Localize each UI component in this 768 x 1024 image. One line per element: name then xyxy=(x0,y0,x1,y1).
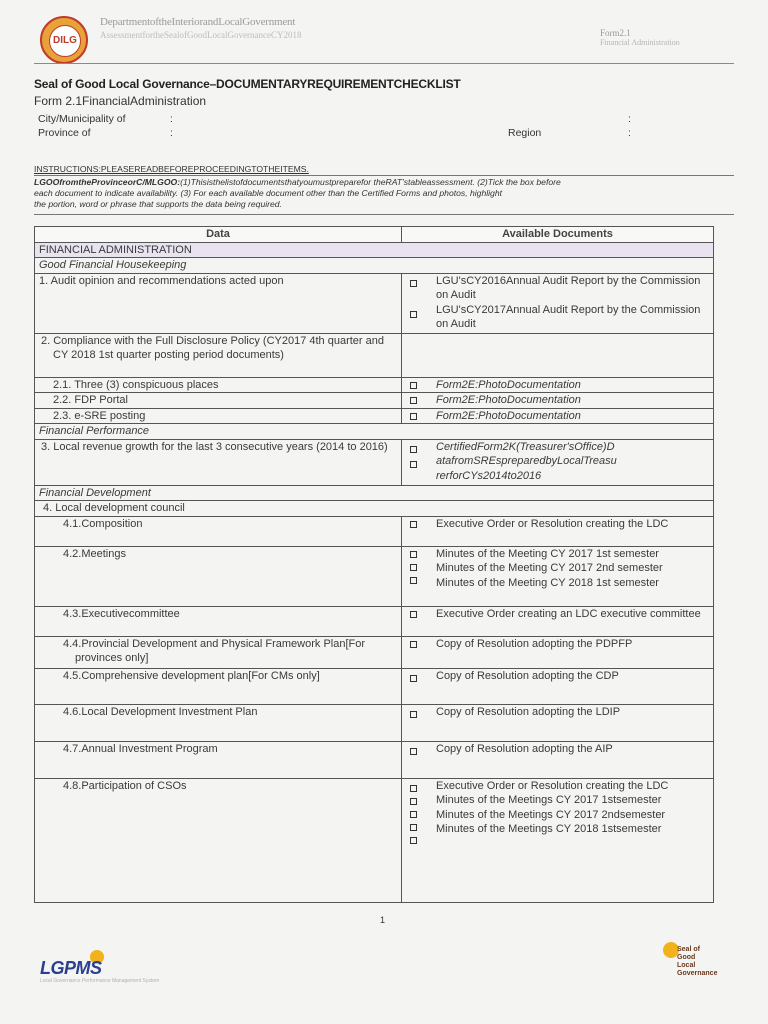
row-4-2-doc-1: Minutes of the Meeting CY 2017 1st semester xyxy=(436,547,659,560)
checkbox-r4-8-3[interactable] xyxy=(410,811,417,818)
row-4-6-data: 4.6.Local Development Investment Plan xyxy=(35,704,402,741)
row-4-8-doc-4: Minutes of the Meetings CY 2018 1stsemester xyxy=(436,823,662,835)
dilg-logo-text: DILG xyxy=(49,25,81,57)
row-2-3-docs xyxy=(402,408,714,424)
row-4-3-docs xyxy=(402,606,714,636)
region-colon-1: : xyxy=(628,113,631,125)
seal-line-3: Local xyxy=(677,962,696,969)
row-4-2-data: 4.2.Meetings xyxy=(35,546,402,606)
checkbox-r4-3[interactable] xyxy=(410,611,417,618)
department-name: DepartmentoftheInteriorandLocalGovernment xyxy=(100,16,296,28)
section-row xyxy=(35,242,714,258)
checkbox-r2-1[interactable] xyxy=(410,382,417,389)
checkbox-r2-3[interactable] xyxy=(410,413,417,420)
checkbox-r4-2-3[interactable] xyxy=(410,577,417,584)
instructions-top-rule xyxy=(34,175,734,176)
row-2-1-docs xyxy=(402,377,714,393)
table-row xyxy=(35,501,714,517)
checkbox-r1-2[interactable] xyxy=(410,311,417,318)
row-4-8-data: 4.8.Participation of CSOs xyxy=(35,778,402,902)
row-4-4-data: 4.4.Provincial Development and Physical Framework Plan[For provinces only] xyxy=(35,636,402,668)
subsection-financial-development: Financial Development xyxy=(35,485,714,501)
seal-line-4: Governance xyxy=(677,970,718,977)
checkbox-r4-8-1[interactable] xyxy=(410,785,417,792)
checkbox-r4-8-4[interactable] xyxy=(410,824,417,831)
row-4-5-doc: Copy of Resolution adopting the CDP xyxy=(436,669,619,682)
subsection-good-financial-housekeeping: Good Financial Housekeeping xyxy=(35,258,714,274)
table-header-row xyxy=(35,227,714,243)
row-4-8-doc-1: Executive Order or Resolution creating the LDC xyxy=(436,779,669,792)
row-4-2-docs xyxy=(402,546,714,606)
table-row xyxy=(35,393,714,409)
region-label: Region xyxy=(508,127,542,139)
row-2-3-data: 2.3. e-SRE posting xyxy=(35,408,402,424)
instructions-heading: INSTRUCTIONS:PLEASEREADBEFOREPROCEEDINGTOTHEITEMS. xyxy=(34,164,309,174)
row-4-8-doc-3: Minutes of the Meetings CY 2017 2ndsemester xyxy=(436,808,666,821)
checkbox-r4-8-5[interactable] xyxy=(410,837,417,844)
checkbox-r4-2-1[interactable] xyxy=(410,551,417,558)
instructions-text-3: the portion, word or phrase that supports the data being required. xyxy=(34,199,282,209)
assessment-name: AssessmentfortheSealofGoodLocalGovernanceCY2018 xyxy=(100,30,302,40)
form-name: Financial Administration xyxy=(600,38,680,47)
subsection-row xyxy=(35,258,714,274)
row-4-7-docs xyxy=(402,741,714,778)
col-header-docs: Available Documents xyxy=(402,227,714,243)
checkbox-r2-2[interactable] xyxy=(410,397,417,404)
table-row xyxy=(35,333,714,377)
city-colon: : xyxy=(170,113,173,125)
checkbox-r4-2-2[interactable] xyxy=(410,564,417,571)
row-4-3-doc: Executive Order creating an LDC executive committee xyxy=(436,607,701,620)
header-divider xyxy=(34,63,734,64)
row-4-2-doc-3: Minutes of the Meeting CY 2018 1st semester xyxy=(436,576,659,589)
dilg-logo xyxy=(40,16,88,64)
col-header-data: Data xyxy=(35,227,402,243)
table-row xyxy=(35,636,714,668)
seal-logo xyxy=(663,940,733,990)
seal-line-2: Good xyxy=(677,954,696,961)
row-2-2-data: 2.2. FDP Portal xyxy=(35,393,402,409)
table-row xyxy=(35,439,714,485)
subsection-row xyxy=(35,424,714,440)
row-4-7-data: 4.7.Annual Investment Program xyxy=(35,741,402,778)
row-4-4-doc: Copy of Resolution adopting the PDPFP xyxy=(436,637,633,650)
lgpms-logo: LGPMS xyxy=(40,958,102,978)
row-3-docs xyxy=(402,439,714,485)
row-4-5-docs xyxy=(402,668,714,704)
table-row xyxy=(35,377,714,393)
row-1-docs xyxy=(402,273,714,333)
row-2-2-doc: Form2E:PhotoDocumentation xyxy=(436,394,581,406)
table-row xyxy=(35,704,714,741)
row-4-1-docs xyxy=(402,516,714,546)
row-4-7-doc: Copy of Resolution adopting the AIP xyxy=(436,742,613,755)
page-number: 1 xyxy=(380,915,386,925)
instructions-lead: LGOOfromtheProvinceorC/MLGOO: xyxy=(34,177,181,187)
row-4-1-data: 4.1.Composition xyxy=(35,516,402,546)
row-1-doc-1: LGU'sCY2016Annual Audit Report by the Commission on Audit xyxy=(436,274,701,301)
row-1-doc-2: LGU'sCY2017Annual Audit Report by the Commission on Audit xyxy=(436,303,701,330)
table-row xyxy=(35,778,714,902)
row-2-1-doc: Form2E:PhotoDocumentation xyxy=(436,378,581,391)
row-4-1-doc: Executive Order or Resolution creating the LDC xyxy=(436,517,669,530)
subsection-row xyxy=(35,485,714,501)
row-4-8-doc-2: Minutes of the Meetings CY 2017 1stsemester xyxy=(436,794,662,806)
section-financial-administration: FINANCIAL ADMINISTRATION xyxy=(35,242,714,258)
checklist-table xyxy=(34,226,714,903)
row-2-1-label: 2.1. Three (3) conspicuous places xyxy=(53,378,219,391)
seal-line-1: Seal of xyxy=(677,946,700,953)
table-row xyxy=(35,408,714,424)
instructions-text-1: (1)Thisisthelistofdocumentsthatyoumustpreparefor theRAT'stableassessment. (2)Tick the box before xyxy=(180,177,561,187)
row-4-5-data: 4.5.Comprehensive development plan[For CMs only] xyxy=(35,668,402,704)
row-4-8-docs xyxy=(402,778,714,902)
checkbox-r3-2[interactable] xyxy=(410,461,417,468)
row-3-doc: CertifiedForm2K(Treasurer'sOffice)D atafromSREspreparedbyLocalTreasu rerforCYs2014to2016 xyxy=(436,440,617,482)
lgpms-tagline: Local Governance Performance Management System xyxy=(40,978,160,984)
instructions-bottom-rule xyxy=(34,214,734,215)
row-2-2-docs xyxy=(402,393,714,409)
checkbox-r4-7[interactable] xyxy=(410,748,417,755)
checkbox-r3-1[interactable] xyxy=(410,446,417,453)
table-row xyxy=(35,273,714,333)
row-4-data: 4. Local development council xyxy=(35,501,714,517)
checkbox-r4-6[interactable] xyxy=(410,711,417,718)
page-subtitle: Form 2.1FinancialAdministration xyxy=(34,94,207,108)
row-4-6-doc: Copy of Resolution adopting the LDIP xyxy=(436,705,621,718)
province-colon: : xyxy=(170,127,173,139)
row-3-data: 3. Local revenue growth for the last 3 consecutive years (2014 to 2016) xyxy=(35,439,402,485)
row-1-data: 1. Audit opinion and recommendations acted upon xyxy=(35,273,402,333)
page-title: Seal of Good Local Governance–DOCUMENTARYREQUIREMENTCHECKLIST xyxy=(34,77,461,91)
row-4-2-doc-2: Minutes of the Meeting CY 2017 2nd semester xyxy=(436,562,663,574)
row-4-3-data: 4.3.Executivecommittee xyxy=(35,606,402,636)
checkbox-r1-1[interactable] xyxy=(410,280,417,287)
checkbox-r4-1[interactable] xyxy=(410,521,417,528)
subsection-financial-performance: Financial Performance xyxy=(35,424,714,440)
row-2-1-data xyxy=(35,377,402,393)
table-row xyxy=(35,516,714,546)
checkbox-r4-8-2[interactable] xyxy=(410,798,417,805)
row-2-docs xyxy=(402,333,714,377)
table-row xyxy=(35,741,714,778)
region-colon-2: : xyxy=(628,127,631,139)
row-2-3-doc: Form2E:PhotoDocumentation xyxy=(436,409,581,422)
table-row xyxy=(35,606,714,636)
checkbox-r4-4[interactable] xyxy=(410,641,417,648)
row-2-data: 2. Compliance with the Full Disclosure Policy (CY2017 4th quarter and CY 2018 1st quarter posting period documents) xyxy=(35,333,402,377)
instructions-text-2: each document to indicate availability. (3) For each available document other than the Certified Forms and photos, highlight xyxy=(34,188,502,198)
table-row xyxy=(35,546,714,606)
checkbox-r4-5[interactable] xyxy=(410,675,417,682)
table-row xyxy=(35,668,714,704)
row-4-6-docs xyxy=(402,704,714,741)
row-4-4-docs xyxy=(402,636,714,668)
city-label: City/Municipality of xyxy=(38,113,126,125)
form-number: Form2.1 xyxy=(600,28,631,38)
instructions-body xyxy=(34,177,714,210)
province-label: Province of xyxy=(38,127,91,139)
